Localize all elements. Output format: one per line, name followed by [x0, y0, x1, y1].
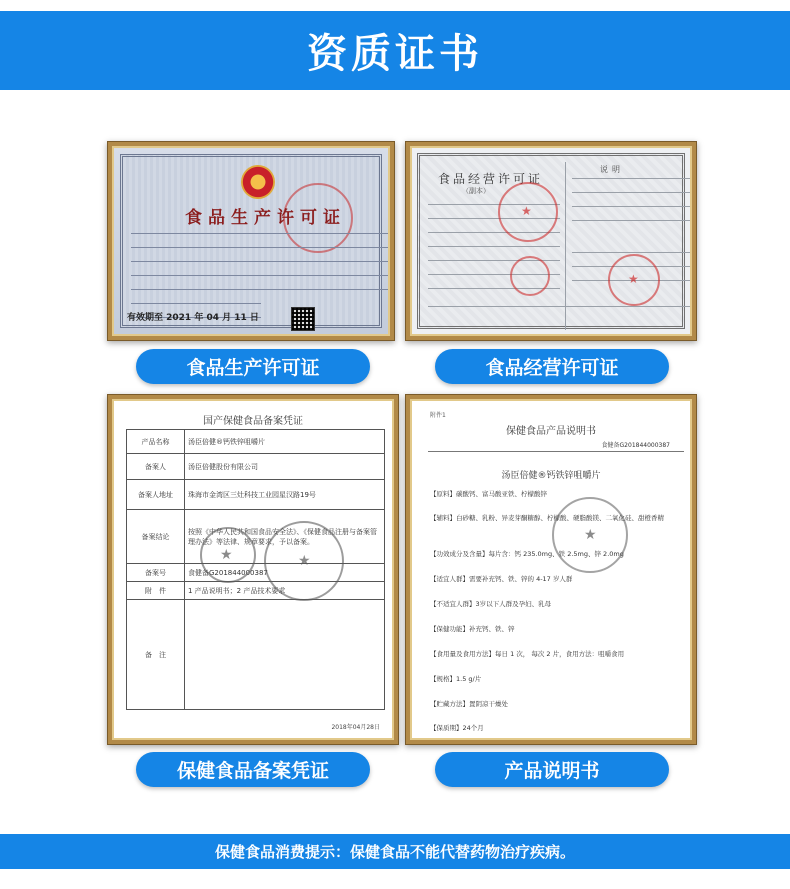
qr-code-icon	[291, 307, 315, 331]
seal-star-icon: ★	[220, 547, 233, 563]
list-item: 【功效成分及含量】每片含：钙 235.0mg、铁 2.5mg、锌 2.0mg	[430, 550, 624, 558]
certificate-label-product-manual: 产品说明书	[435, 752, 669, 787]
list-item: 【辅料】白砂糖、乳粉、异麦芽酮糖醇、柠檬酸、硬脂酸镁、二氧化硅、甜橙香精	[430, 514, 664, 522]
production-licence-title: 食品生产许可证	[185, 208, 346, 228]
filing-voucher-table	[126, 429, 385, 710]
product-manual-title: 保健食品产品说明书	[506, 426, 596, 437]
product-manual-product-name: 汤臣倍健®钙铁锌咀嚼片	[501, 471, 601, 481]
list-item: 【原料】碳酸钙、富马酸亚铁、柠檬酸锌	[430, 490, 547, 498]
operation-licence-image	[410, 146, 692, 336]
list-item: 【保健功能】补充钙、铁、锌	[430, 625, 515, 633]
list-item: 【不适宜人群】3岁以下人群及孕妇、乳母	[430, 600, 552, 608]
product-manual-reg-no: 食健备G201844000387	[601, 442, 670, 449]
production-licence-validity: 有效期至 2021 年 04 月 11 日	[127, 313, 259, 323]
certificate-label-filing-voucher: 保健食品备案凭证	[136, 752, 370, 787]
table-row: 附 件 1 产品说明书；2 产品技术要求	[127, 582, 385, 600]
list-item: 【食用量及食用方法】每日 1 次， 每次 2 片，食用方法：咀嚼食用	[430, 650, 625, 658]
table-row: 备 注	[127, 600, 385, 710]
seal-star-icon: ★	[584, 527, 597, 543]
table-row: 产品名称 汤臣倍健®钙铁锌咀嚼片	[127, 430, 385, 454]
list-item: 【规格】1.5 g/片	[430, 675, 482, 683]
table-row: 备案人 汤臣倍健股份有限公司	[127, 454, 385, 480]
national-emblem-icon	[241, 165, 275, 199]
table-row: 备案人地址 珠海市金湾区三灶科技工业园星汉路19号	[127, 480, 385, 510]
list-item: 【贮藏方法】置阴凉干燥处	[430, 700, 508, 708]
attachment-label: 附件1	[430, 412, 446, 419]
table-row: 备案结论 按照《中华人民共和国食品安全法》、《保健食品注册与备案管理办法》等法律、规章要求，予以备案。	[127, 510, 385, 564]
list-item: 【适宜人群】需要补充钙、铁、锌的 4-17 岁人群	[430, 575, 573, 583]
list-item: 【保质期】24个月	[430, 724, 484, 732]
filing-voucher-image	[112, 399, 394, 740]
filing-voucher-title: 国产保健食品备案凭证	[203, 416, 303, 427]
operation-licence-notes-title: 说明	[600, 165, 624, 174]
operation-licence-subtitle: （副本）	[462, 187, 490, 195]
official-seal	[510, 256, 550, 296]
product-manual-image	[410, 399, 692, 740]
certificate-frame-filing-voucher	[107, 394, 399, 745]
certificate-frame-operation-licence	[405, 141, 697, 341]
certificate-label-operation-licence: 食品经营许可证	[435, 349, 669, 384]
operation-licence-title: 食品经营许可证	[438, 172, 544, 186]
production-licence-image	[112, 146, 390, 336]
seal-star-icon: ★	[298, 553, 311, 569]
consumer-notice-text: 保健食品消费提示：保健食品不能代替药物治疗疾病。	[214, 843, 575, 861]
consumer-notice-banner	[0, 834, 790, 869]
certificate-frame-product-manual	[405, 394, 697, 745]
seal-star-icon: ★	[521, 204, 532, 218]
header-banner	[0, 11, 790, 90]
seal-star-icon: ★	[628, 272, 639, 286]
page-title: 资质证书	[307, 31, 483, 77]
certificate-label-production-licence: 食品生产许可证	[136, 349, 370, 384]
certificate-frame-production-licence	[107, 141, 395, 341]
table-row: 备案号 食健备G201844000387	[127, 564, 385, 582]
filing-voucher-date: 2018年04月28日	[331, 724, 380, 731]
